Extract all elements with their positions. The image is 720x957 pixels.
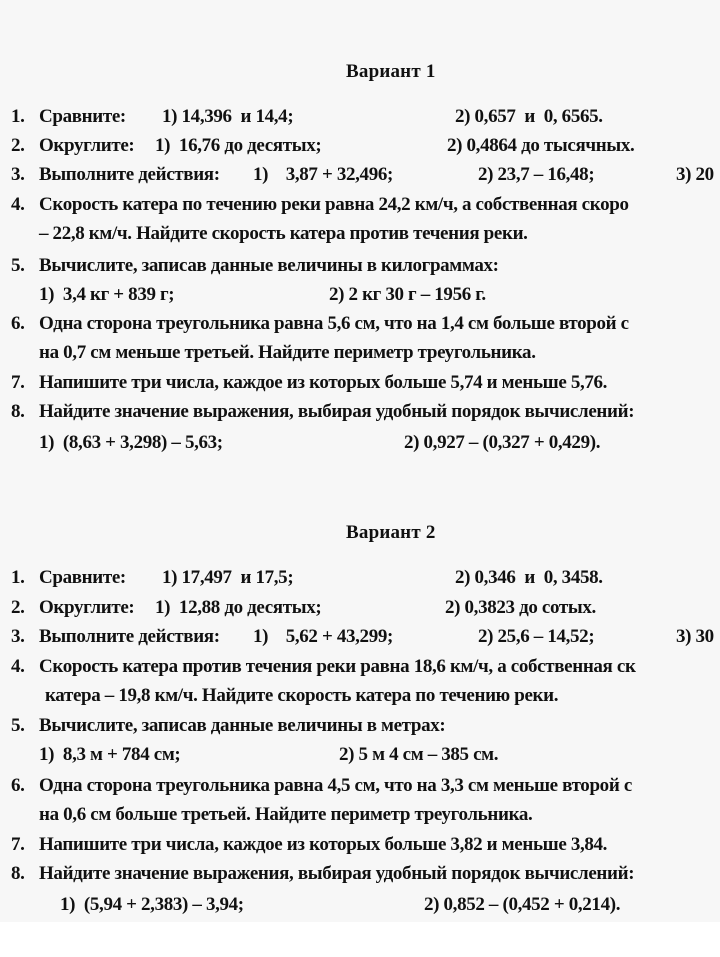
- task-number: 5.: [11, 255, 25, 276]
- task-part-2: 2) 0,346 и 0, 3458.: [455, 567, 603, 588]
- task-part-2: 2) 23,7 – 16,48;: [478, 164, 595, 185]
- task-part-1: 1) 8,3 м + 784 см;: [39, 744, 181, 765]
- task-part-1: 1) 3,4 кг + 839 г;: [39, 284, 175, 305]
- task-number: 1.: [11, 567, 25, 588]
- task-part-1: 1) 16,76 до десятых;: [155, 135, 322, 156]
- task-text: Одна сторона треугольника равна 4,5 см, что на 3,3 см меньше второй с: [39, 775, 632, 796]
- task-number: 4.: [11, 194, 25, 215]
- task-text: Скорость катера против течения реки равна 18,6 км/ч, а собственная ск: [39, 656, 636, 677]
- task-text: Вычислите, записав данные величины в килограммах:: [39, 255, 499, 276]
- task-part-2: 2) 2 кг 30 г – 1956 г.: [329, 284, 486, 305]
- task-part-3: 3) 20: [676, 164, 714, 185]
- task-number: 7.: [11, 834, 25, 855]
- task-text: Сравните:: [39, 106, 126, 127]
- task-number: 8.: [11, 863, 25, 884]
- variant-1-heading: Вариант 1: [346, 61, 436, 82]
- task-number: 2.: [11, 597, 25, 618]
- page-bottom-margin: [0, 922, 720, 957]
- task-number: 2.: [11, 135, 25, 156]
- task-text-continuation: – 22,8 км/ч. Найдите скорость катера против течения реки.: [39, 223, 528, 244]
- task-text: Выполните действия:: [39, 626, 220, 647]
- task-text: Напишите три числа, каждое из которых больше 3,82 и меньше 3,84.: [39, 834, 608, 855]
- variant-2-heading: Вариант 2: [346, 522, 436, 543]
- task-part-2: 2) 25,6 – 14,52;: [478, 626, 595, 647]
- task-text: Округлите:: [39, 597, 135, 618]
- task-number: 1.: [11, 106, 25, 127]
- task-text: Скорость катера по течению реки равна 24,2 км/ч, а собственная скоро: [39, 194, 629, 215]
- task-text: Найдите значение выражения, выбирая удобный порядок вычислений:: [39, 863, 635, 884]
- task-part-2: 2) 0,3823 до сотых.: [445, 597, 596, 618]
- task-part-2: 2) 0,927 – (0,327 + 0,429).: [404, 432, 601, 453]
- task-text: Напишите три числа, каждое из которых больше 5,74 и меньше 5,76.: [39, 372, 608, 393]
- task-part-2: 2) 0,4864 до тысячных.: [447, 135, 635, 156]
- task-text: Одна сторона треугольника равна 5,6 см, что на 1,4 см больше второй с: [39, 313, 629, 334]
- task-number: 5.: [11, 715, 25, 736]
- task-text-continuation: на 0,6 см больше третьей. Найдите периметр треугольника.: [39, 804, 533, 825]
- task-part-1: 1) 3,87 + 32,496;: [253, 164, 393, 185]
- task-text: Вычислите, записав данные величины в метрах:: [39, 715, 446, 736]
- task-number: 7.: [11, 372, 25, 393]
- task-part-3: 3) 30: [676, 626, 714, 647]
- task-part-2: 2) 5 м 4 см – 385 см.: [339, 744, 499, 765]
- task-number: 3.: [11, 164, 25, 185]
- task-number: 6.: [11, 775, 25, 796]
- task-text: Округлите:: [39, 135, 135, 156]
- task-text: Найдите значение выражения, выбирая удобный порядок вычислений:: [39, 401, 635, 422]
- task-number: 6.: [11, 313, 25, 334]
- task-text: Выполните действия:: [39, 164, 220, 185]
- task-number: 4.: [11, 656, 25, 677]
- task-number: 3.: [11, 626, 25, 647]
- task-part-1: 1) 17,497 и 17,5;: [162, 567, 294, 588]
- task-text: Сравните:: [39, 567, 126, 588]
- task-part-1: 1) 12,88 до десятых;: [155, 597, 322, 618]
- task-part-1: 1) (5,94 + 2,383) – 3,94;: [60, 894, 244, 915]
- task-part-1: 1) (8,63 + 3,298) – 5,63;: [39, 432, 223, 453]
- task-part-1: 1) 14,396 и 14,4;: [162, 106, 294, 127]
- task-number: 8.: [11, 401, 25, 422]
- task-text-continuation: на 0,7 см меньше третьей. Найдите периметр треугольника.: [39, 342, 536, 363]
- task-part-2: 2) 0,657 и 0, 6565.: [455, 106, 603, 127]
- task-text-continuation: катера – 19,8 км/ч. Найдите скорость катера по течению реки.: [45, 685, 559, 706]
- task-part-1: 1) 5,62 + 43,299;: [253, 626, 393, 647]
- task-part-2: 2) 0,852 – (0,452 + 0,214).: [424, 894, 621, 915]
